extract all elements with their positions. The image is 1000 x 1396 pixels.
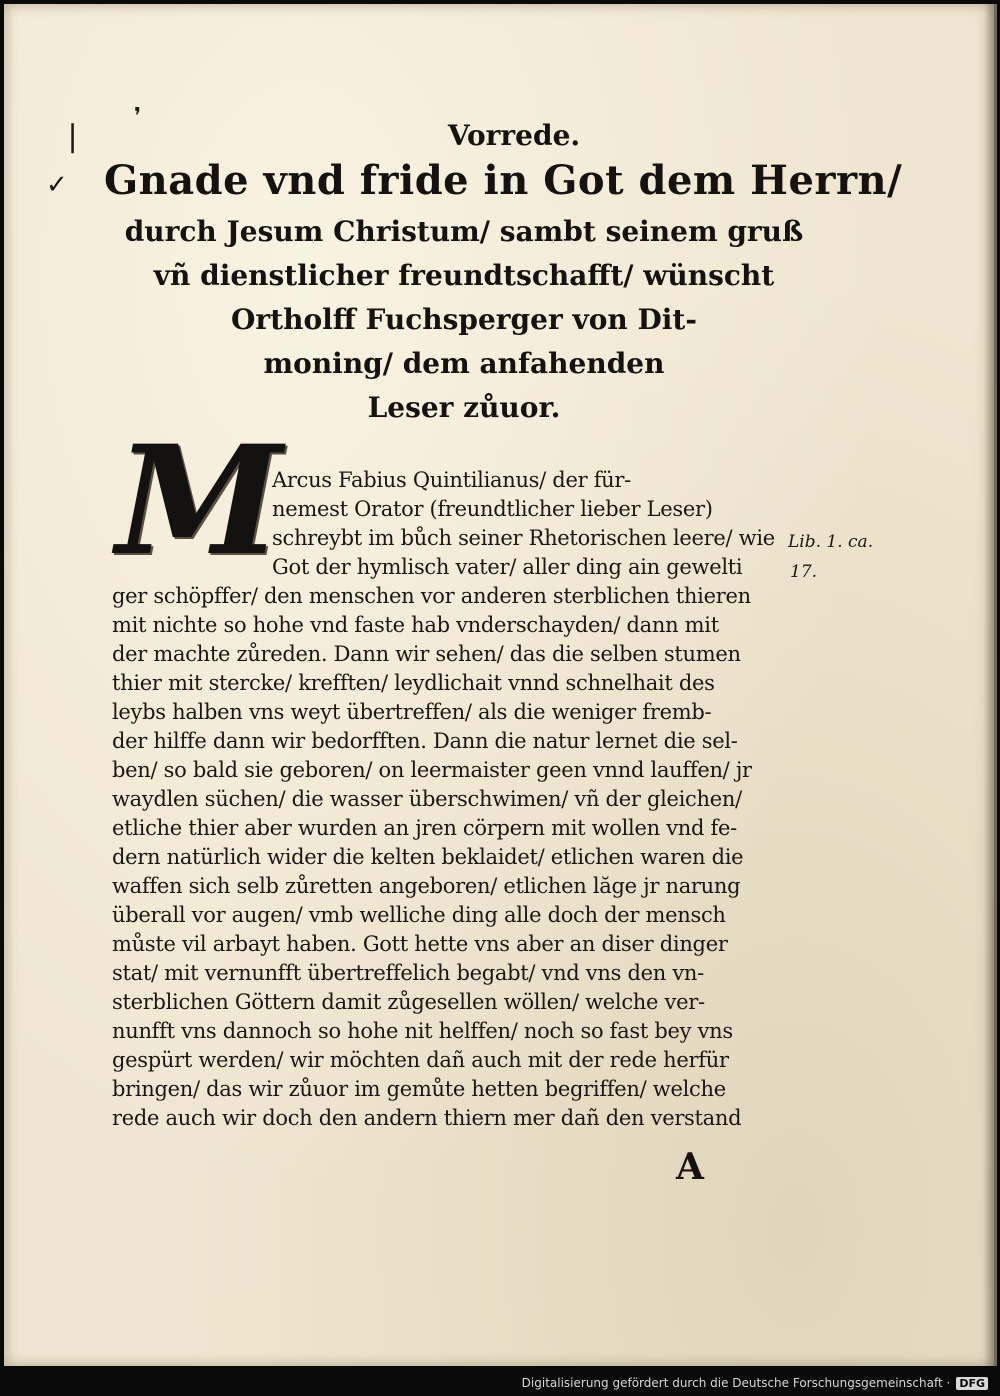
margin-note-chapter: 17. (790, 562, 818, 582)
body-line: nunfft vns dannoch so hohe nit helffen/ noch so fast bey vns (112, 1019, 733, 1043)
title-line-2: durch Jesum Christum/ sambt seinem gruß (124, 215, 804, 248)
corner-mark-side: ✓ (46, 170, 68, 200)
corner-mark-left: ❘ (60, 119, 86, 154)
body-line: etliche thier aber wurden an jren cörpern mit wollen vnd fe- (112, 816, 737, 840)
book-page (4, 4, 997, 1366)
body-line: můste vil arbayt haben. Gott hette vns aber an diser dinger (112, 932, 728, 956)
body-line: ben/ so bald sie geboren/ on leermaister geen vnnd lauffen/ jr (112, 758, 752, 782)
body-line: bringen/ das wir zůuor im gemůte hetten begriffen/ welche (112, 1077, 726, 1101)
body-line: waffen sich selb zůretten angeboren/ etlichen lăge jr narung (112, 874, 741, 898)
section-heading (384, 116, 644, 156)
body-line: stat/ mit vernunfft übertreffelich begabt/ vnd vns den vn- (112, 961, 704, 985)
title-block (104, 152, 903, 430)
body-line: waydlen süchen/ die wasser überschwimen/ vñ der gleichen/ (112, 787, 742, 811)
body-line: schreybt im bůch seiner Rhetorischen leere/ wie (272, 526, 775, 550)
body-line: leybs halben vns weyt übertreffen/ als die weniger fremb- (112, 700, 712, 724)
body-line: rede auch wir doch den andern thiern mer dañ den verstand (112, 1106, 742, 1130)
body-line: dern natürlich wider die kelten beklaidet/ etlichen waren die (112, 845, 744, 869)
title-line-5: moning/ dem anfahenden (263, 347, 665, 380)
title-line-3: vñ dienstlicher freundtschafft/ wünscht (153, 259, 775, 292)
signature-mark: A (676, 1146, 704, 1188)
footer-credit (522, 1376, 988, 1390)
body-line: thier mit stercke/ krefften/ leydlichait vnnd schnelhait des (112, 671, 715, 695)
margin-note-reference: Lib. 1. ca. (788, 532, 874, 552)
body-line: nemest Orator (freundtlicher lieber Leser) (272, 497, 713, 521)
corner-mark-top: ❜ (134, 104, 142, 129)
body-line: gespürt werden/ wir möchten dañ auch mit der rede herfür (112, 1048, 729, 1072)
body-line: Arcus Fabius Quintilianus/ der für- (272, 468, 631, 492)
title-line-4: Ortholff Fuchsperger von Dit- (231, 303, 697, 336)
footer-text: Digitalisierung gefördert durch die Deutsche Forschungsgemeinschaft · (521, 1376, 951, 1390)
body-line: der machte zůreden. Dann wir sehen/ das die selben stumen (112, 642, 741, 666)
heading-text: Vorrede. (447, 119, 581, 152)
dfg-logo-icon: DFG (956, 1377, 988, 1390)
decorated-initial-letter: M (116, 413, 283, 589)
body-line: mit nichte so hohe vnd faste hab vnderschayden/ dann mit (112, 613, 719, 637)
body-line: sterblichen Göttern damit zůgesellen wöllen/ welche ver- (112, 990, 705, 1014)
body-line: Got der hymlisch vater/ aller ding ain gewelti (272, 555, 743, 579)
body-line: überall vor augen/ vmb welliche ding alle doch der mensch (112, 903, 726, 927)
body-line: ger schöpffer/ den menschen vor anderen sterblichen thieren (112, 584, 751, 608)
body-line: der hilffe dann wir bedorfften. Dann die natur lernet die sel- (112, 729, 738, 753)
title-line-6: Leser zůuor. (367, 391, 561, 424)
title-line-1: Gnade vnd fride in Got dem Herrn/ (104, 157, 903, 204)
